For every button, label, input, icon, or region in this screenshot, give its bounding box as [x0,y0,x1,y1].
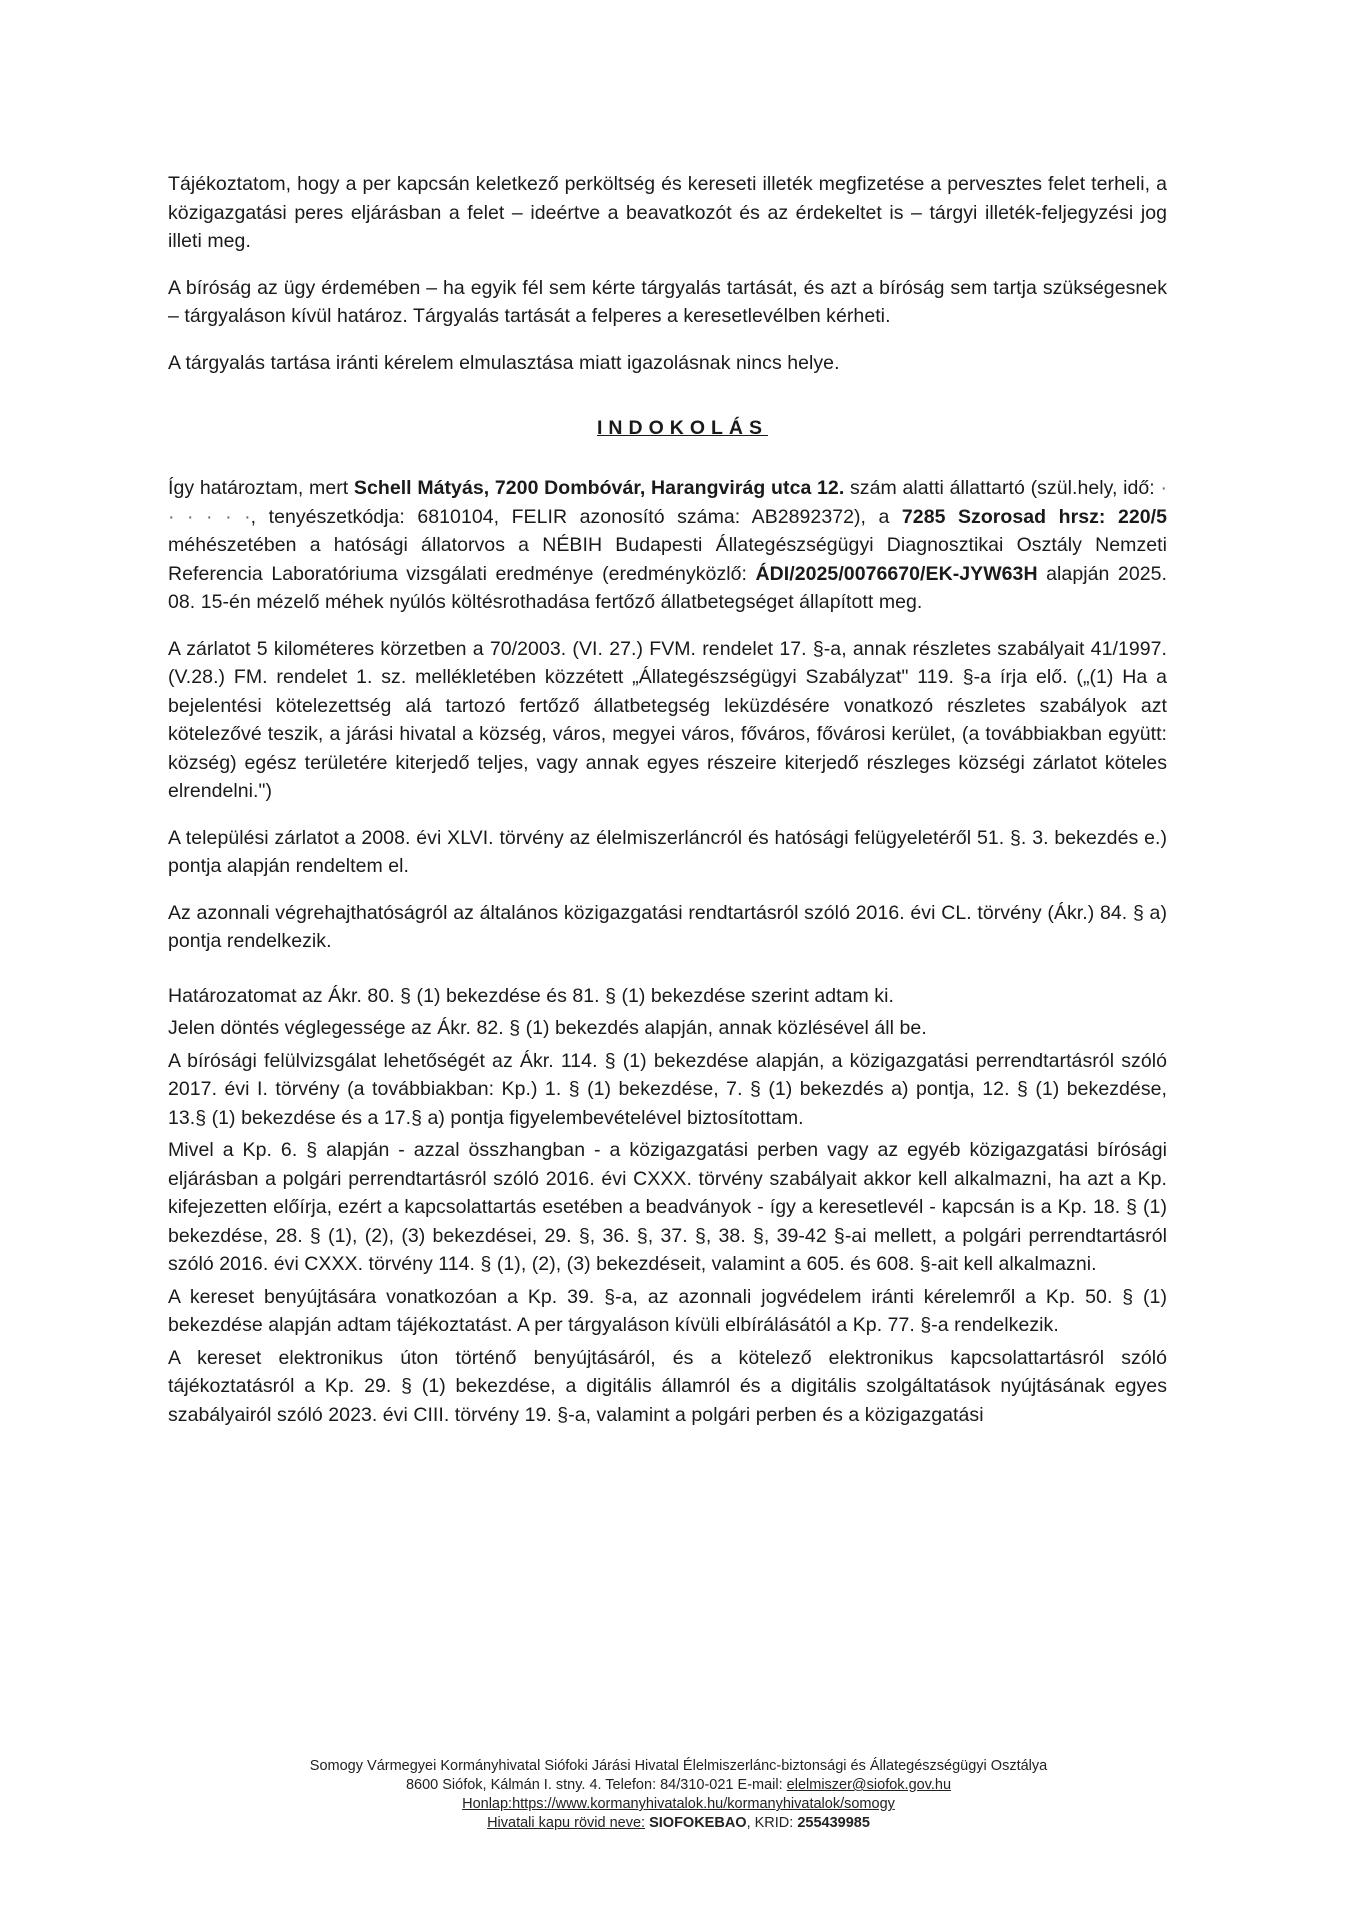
paragraph-electronic-submission: A kereset elektronikus úton történő benyújtásáról, és a kötelező elektronikus kapcsolattartásról szóló tájékoztatásról a Kp. 29. § (1) bekezdése, a digitális államról és a digitális szolgáltatások nyújtásának egyes szabályairól szóló 2023. évi CIII. törvény 19. §-a, valamint a polgári perben és a közigazgatási [168,1346,1167,1426]
paragraph-hearing: A bíróság az ügy érdemében – ha egyik fél sem kérte tárgyalás tartását, és azt a bíróság sem tartja szükségesnek – tárgyaláson kívül határoz. Tárgyalás tartását a felperes a keresetlevélben kérheti. [168,276,1167,327]
text: Így határoztam, mert [168,477,354,499]
footer-contact [0,1776,1357,1795]
owner-name-address: Schell Mátyás, 7200 Dombóvár, Harangvirág utca 12. [353,477,845,499]
result-reference: ÁDI/2025/0076670/EK-JYW63H [755,562,1038,585]
paragraph-local-quarantine: A települési zárlatot a 2008. évi XLVI. törvény az élelmiszerláncról és hatósági felügyeletéről 51. §. 3. bekezdés e.) pontja alapján rendeltem el. [168,826,1167,877]
text: szám alatti állattartó (szül.hely, idő: [844,477,1161,499]
paragraph-quarantine-zone: A zárlatot 5 kilométeres körzetben a 70/2003. (VI. 27.) FVM. rendelet 17. §-a, annak részletes szabályait 41/1997. (V.28.) FM. rendelet 1. sz. mellékletében közzétett „Állategészségügyi Szabályzat" 119. §-a írja elő. („(1) Ha a bejelentési kötelezettség alá tartozó fertőző állatbetegség leküzdésére vonatkozó részletes szabályok azt kötelezővé teszik, a járási hivatal a község, város, megyei város, főváros, fővárosi kerület, (a továbbiakban együtt: község) egész területére kiterjedő teljes, vagy annak egyes részeire kiterjedő részleges községi zárlatot köteles elrendelni.") [168,637,1167,802]
footer-gate-label: Hivatali kapu rövid neve: [487,1815,646,1831]
paragraph-reasoning [168,474,1167,617]
paragraph-enforceability: Az azonnali végrehajthatóságról az általános közigazgatási rendtartásról szóló 2016. évi CL. törvény (Ákr.) 84. § a) pontja rendelkezik. [168,901,1167,952]
section-heading: INDOKOLÁS [597,417,768,439]
footer-office-gate [0,1814,1357,1833]
paragraph-costs: Tájékoztatom, hogy a per kapcsán keletkező perköltség és kereseti illeték megfizetése a pervesztes felet terheli, a közigazgatási peres eljárásban a felet – ideértve a beavatkozót és az érdekeltet is – tárgyi illeték-feljegyzési jog illeti meg. [168,173,1167,252]
paragraph-judicial-review: A bírósági felülvizsgálat lehetőségét az Ákr. 114. § (1) bekezdése alapján, a közigazgatási perrendtartásról szóló 2017. évi I. törvény (a továbbiakban: Kp.) 1. § (1) bekezdése, 7. § (1) bekezdés a) pontja, 12. § (1) bekezdése, 13.§ (1) bekezdése és a 17.§ a) pontja figyelembevételével biztosítottam. [168,1049,1167,1129]
footer-gate-name: SIOFOKEBAO [645,1815,747,1831]
apiary-location: 7285 Szorosad hrsz: 220/5 [901,505,1168,528]
footer-email-link[interactable]: elelmiszer@siofok.gov.hu [786,1777,952,1793]
paragraph-claim-submission: A kereset benyújtására vonatkozóan a Kp. 39. §-a, az azonnali jogvédelem iránti kérelemről a Kp. 50. § (1) bekezdése alapján adtam tájékoztatást. A per tárgyaláson kívüli elbírálásától a Kp. 77. §-a rendelkezik. [168,1285,1167,1336]
footer-address-phone: 8600 Siófok, Kálmán I. stny. 4. Telefon: 84/310-021 E-mail: [405,1777,787,1793]
paragraph-issuance: Határozatomat az Ákr. 80. § (1) bekezdése és 81. § (1) bekezdése szerint adtam ki. [168,984,894,1007]
text: alapján 2025. 08. 15-én mézelő méhek nyúlós költésrothadása fertőző állatbetegséget állapított meg. [168,562,1167,613]
text: méhészetében a hatósági állatorvos a NÉBIH Budapesti Állategészségügyi Diagnosztikai Osztály Nemzeti Referencia Laboratóriuma vizsgálati eredménye (eredményközlő: [168,534,1167,585]
text: , tenyészetkódja: 6810104, FELIR azonosító száma: AB2892372), a [250,505,902,528]
footer-office-name: Somogy Vármegyei Kormányhivatal Siófoki Járási Hivatal Élelmiszerlánc-biztonsági és Állategészségügyi Osztálya [309,1758,1048,1774]
paragraph-hearing-request: A tárgyalás tartása iránti kérelem elmulasztása miatt igazolásnak nincs helye. [168,351,840,374]
footer-krid-label: , KRID: [746,1815,798,1831]
redacted-birth-data: · · · · · · [168,477,1167,528]
paragraph-finality: Jelen döntés véglegessége az Ákr. 82. § (1) bekezdés alapján, annak közlésével áll be. [168,1017,927,1039]
footer-krid-value: 255439985 [797,1815,870,1831]
page-footer [0,1757,1357,1833]
paragraph-civil-procedure: Mivel a Kp. 6. § alapján - azzal összhangban - a közigazgatási perben vagy az egyéb közigazgatási bírósági eljárásban a polgári perrendtartásról szóló 2016. évi CXXX. törvény szabályait akkor kell alkalmazni, ha azt a Kp. kifejezetten előírja, ezért a kapcsolattartás esetében a beadványok - így a keresetlevél - kapcsán is a Kp. 18. § (1) bekezdése, 28. § (1), (2), (3) bekezdései, 29. §, 36. §, 37. §, 38. §, 39-42 §-ai mellett, a polgári perrendtartásról szóló 2016. évi CXXX. törvény 114. § (1), (2), (3) bekezdéseit, valamint a 605. és 608. §-ait kell alkalmazni. [168,1139,1167,1275]
footer-homepage-link[interactable]: Honlap:https://www.kormanyhivatalok.hu/kormanyhivatalok/somogy [462,1796,895,1812]
